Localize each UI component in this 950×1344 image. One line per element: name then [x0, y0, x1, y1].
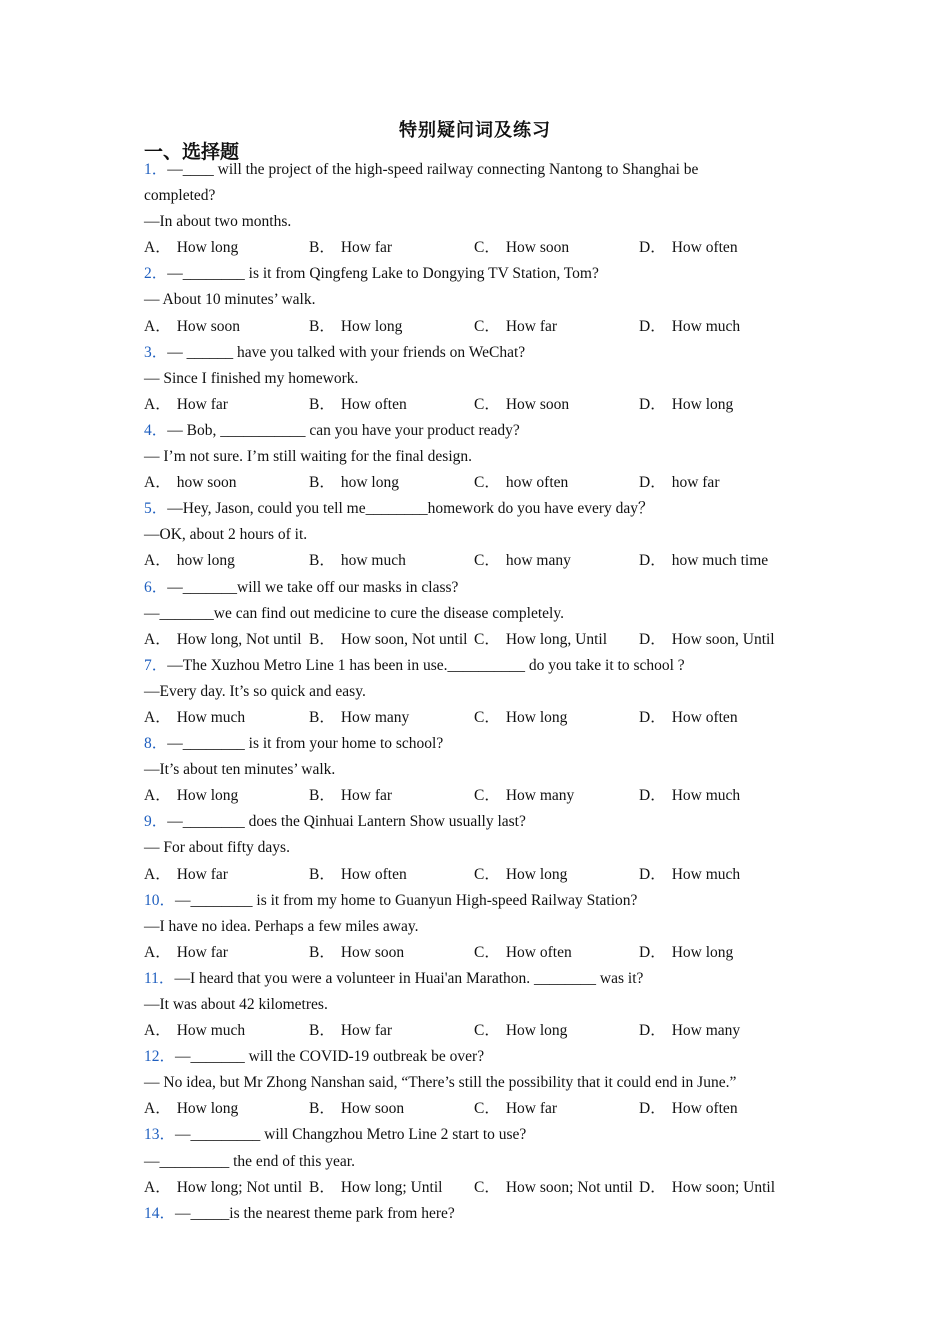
question-text: —____ will the project of the high-speed railway connecting Nantong to Shanghai be	[167, 161, 699, 178]
option-letter: D．	[639, 239, 666, 257]
question-text: —________ is it from Qingfeng Lake to Dongying TV Station, Tom?	[167, 265, 599, 283]
option-text: How long	[505, 708, 568, 726]
option-text: How much	[176, 1022, 246, 1040]
question-text: — Bob, ___________ can you have your product ready?	[167, 421, 520, 439]
answer-option[interactable]	[309, 940, 474, 966]
option-text: How soon	[505, 239, 570, 257]
question-stem	[144, 653, 804, 679]
answer-option[interactable]	[639, 1175, 804, 1201]
answer-option[interactable]	[639, 940, 804, 966]
option-letter: C．	[474, 708, 500, 726]
option-text: How many	[671, 1022, 741, 1040]
question-number: 5．	[144, 500, 168, 518]
option-letter: A．	[144, 1100, 171, 1118]
question-text: —It’s about ten minutes’ walk.	[144, 761, 336, 779]
question-text: — For about fifty days.	[144, 839, 290, 857]
question-number: 7．	[144, 656, 168, 674]
answer-options	[144, 940, 804, 966]
question-line	[144, 366, 804, 392]
option-letter: C．	[474, 1100, 500, 1118]
question-stem	[144, 575, 804, 601]
question-text: —_____is the nearest theme park from here?	[175, 1204, 455, 1222]
answer-option[interactable]	[309, 470, 474, 496]
answer-options	[144, 314, 804, 340]
option-letter: D．	[639, 1178, 666, 1196]
question-stem	[144, 731, 804, 757]
question-text: —_______we can find out medicine to cure the disease completely.	[144, 604, 564, 622]
option-letter: A．	[144, 317, 171, 335]
option-text: How much	[176, 708, 246, 726]
option-text: How often	[671, 1100, 738, 1118]
option-text: How soon; Until	[671, 1178, 776, 1196]
question-text: completed?	[144, 187, 216, 205]
option-letter: D．	[639, 708, 666, 726]
option-text: How long	[505, 1022, 568, 1040]
question-number: 12．	[144, 1048, 176, 1066]
option-letter: B．	[309, 865, 335, 883]
question-stem	[144, 418, 804, 444]
question-number: 2．	[144, 265, 168, 283]
option-text: How far	[505, 1100, 558, 1118]
answer-option[interactable]	[474, 627, 639, 653]
question-text: —Hey, Jason, could you tell me________homework do you have every day？	[167, 500, 654, 518]
question-number: 3．	[144, 343, 168, 361]
question-list	[144, 157, 804, 1227]
answer-options	[144, 1096, 804, 1122]
answer-option[interactable]	[639, 548, 804, 574]
answer-options	[144, 392, 804, 418]
option-text: How long, Not until	[176, 630, 302, 648]
option-text: How long	[671, 943, 734, 961]
option-text: How far	[340, 239, 393, 257]
question-text: —It was about 42 kilometres.	[144, 996, 328, 1013]
answer-option[interactable]	[144, 1175, 309, 1201]
option-letter: B．	[309, 1022, 335, 1040]
answer-option[interactable]	[144, 235, 309, 261]
option-letter: D．	[639, 1022, 666, 1040]
option-letter: A．	[144, 1178, 171, 1196]
question-text: —_________ will Changzhou Metro Line 2 start to use?	[175, 1126, 527, 1144]
question-stem	[144, 966, 804, 992]
answer-options	[144, 627, 804, 653]
option-text: How long	[340, 317, 403, 335]
answer-option[interactable]	[144, 783, 309, 809]
question-text: —I have no idea. Perhaps a few miles away.	[144, 917, 419, 935]
option-text: How often	[671, 239, 738, 257]
option-text: How soon	[340, 1100, 405, 1118]
question-text: —________ is it from your home to school?	[167, 735, 444, 753]
question-line	[144, 209, 804, 235]
question-line	[144, 992, 804, 1018]
question-text: —The Xuzhou Metro Line 1 has been in use.__________ do you take it to school ?	[167, 656, 685, 674]
option-text: How much	[671, 787, 741, 805]
option-text: How often	[671, 708, 738, 726]
option-text: How soon	[505, 395, 570, 413]
answer-option[interactable]	[309, 548, 474, 574]
question-text: — About 10 minutes’ walk.	[144, 291, 316, 309]
answer-option[interactable]	[144, 1018, 309, 1044]
option-letter: A．	[144, 552, 171, 570]
option-text: How often	[340, 865, 407, 883]
question-number: 13．	[144, 1126, 176, 1144]
question-number: 8．	[144, 735, 168, 753]
answer-option[interactable]	[474, 1096, 639, 1122]
answer-options	[144, 1018, 804, 1044]
option-text: how long	[340, 474, 399, 492]
question-stem	[144, 1201, 804, 1227]
option-letter: C．	[474, 865, 500, 883]
option-letter: B．	[309, 317, 335, 335]
question-text: — Since I finished my homework.	[144, 369, 359, 387]
option-text: How long	[176, 1100, 239, 1118]
answer-options	[144, 705, 804, 731]
option-letter: C．	[474, 317, 500, 335]
answer-option[interactable]	[309, 1175, 474, 1201]
option-letter: A．	[144, 787, 171, 805]
answer-options	[144, 862, 804, 888]
option-text: how long	[176, 552, 235, 570]
question-text: —I heard that you were a volunteer in Huai'an Marathon. ________ was it?	[174, 969, 644, 987]
question-text: —In about two months.	[144, 213, 292, 231]
answer-options	[144, 548, 804, 574]
option-letter: C．	[474, 943, 500, 961]
answer-option[interactable]	[639, 627, 804, 653]
option-letter: D．	[639, 474, 666, 492]
question-line	[144, 444, 804, 470]
option-letter: C．	[474, 552, 500, 570]
answer-option[interactable]	[639, 392, 804, 418]
answer-option[interactable]	[144, 862, 309, 888]
question-text: — No idea, but Mr Zhong Nanshan said, “There’s still the possibility that it could end in June.”	[144, 1074, 737, 1092]
question-text: —_______will we take off our masks in class?	[167, 578, 459, 596]
question-stem	[144, 340, 804, 366]
answer-option[interactable]	[309, 235, 474, 261]
question-stem	[144, 261, 804, 287]
option-text: How long	[505, 865, 568, 883]
option-text: How much	[671, 865, 741, 883]
answer-option[interactable]	[309, 862, 474, 888]
section-heading: 一、选择题	[144, 142, 240, 163]
answer-option[interactable]	[474, 705, 639, 731]
option-text: How far	[340, 1022, 393, 1040]
answer-option[interactable]	[309, 627, 474, 653]
option-letter: D．	[639, 395, 666, 413]
option-letter: C．	[474, 239, 500, 257]
question-line	[144, 757, 804, 783]
answer-option[interactable]	[144, 1096, 309, 1122]
option-letter: A．	[144, 1022, 171, 1040]
answer-option[interactable]	[639, 705, 804, 731]
page-title: 特别疑问词及练习	[399, 120, 551, 140]
question-stem	[144, 496, 804, 522]
answer-option[interactable]	[639, 1018, 804, 1044]
option-letter: B．	[309, 787, 335, 805]
answer-option[interactable]	[474, 392, 639, 418]
answer-option[interactable]	[144, 470, 309, 496]
answer-option[interactable]	[309, 314, 474, 340]
option-text: How long, Until	[505, 630, 608, 648]
option-letter: C．	[474, 395, 500, 413]
answer-option[interactable]	[474, 548, 639, 574]
question-number: 6．	[144, 578, 168, 596]
answer-option[interactable]	[639, 235, 804, 261]
option-letter: D．	[639, 630, 666, 648]
option-letter: C．	[474, 474, 500, 492]
option-text: How many	[505, 787, 575, 805]
answer-options	[144, 235, 804, 261]
question-number: 9．	[144, 813, 168, 831]
answer-option[interactable]	[144, 627, 309, 653]
option-text: How soon, Not until	[340, 630, 468, 648]
question-line	[144, 287, 804, 313]
option-text: How long; Until	[340, 1178, 443, 1196]
option-letter: B．	[309, 1100, 335, 1118]
option-letter: B．	[309, 943, 335, 961]
answer-option[interactable]	[639, 1096, 804, 1122]
option-letter: A．	[144, 865, 171, 883]
option-letter: D．	[639, 552, 666, 570]
option-text: How far	[505, 317, 558, 335]
question-line	[144, 679, 804, 705]
option-letter: D．	[639, 943, 666, 961]
option-letter: C．	[474, 1178, 500, 1196]
answer-option[interactable]	[474, 783, 639, 809]
answer-option[interactable]	[474, 1175, 639, 1201]
question-stem	[144, 157, 804, 183]
answer-option[interactable]	[474, 862, 639, 888]
option-letter: C．	[474, 787, 500, 805]
answer-option[interactable]	[309, 392, 474, 418]
question-line	[144, 522, 804, 548]
question-line	[144, 1149, 804, 1175]
question-text: —_______ will the COVID-19 outbreak be over?	[175, 1048, 485, 1066]
answer-option[interactable]	[144, 548, 309, 574]
question-line	[144, 183, 804, 209]
question-text: —_________ the end of this year.	[144, 1152, 355, 1170]
answer-option[interactable]	[639, 783, 804, 809]
option-text: How often	[340, 395, 407, 413]
answer-option[interactable]	[474, 235, 639, 261]
option-text: How soon, Until	[671, 630, 775, 648]
option-text: How soon; Not until	[505, 1178, 633, 1196]
option-text: How far	[340, 787, 393, 805]
option-letter: C．	[474, 630, 500, 648]
question-number: 14．	[144, 1204, 176, 1222]
question-line	[144, 914, 804, 940]
option-text: How long; Not until	[176, 1178, 302, 1196]
option-letter: B．	[309, 552, 335, 570]
question-line	[144, 601, 804, 627]
option-letter: C．	[474, 1022, 500, 1040]
option-text: How long	[176, 239, 239, 257]
question-number: 1．	[144, 161, 168, 178]
option-letter: B．	[309, 708, 335, 726]
option-text: How soon	[176, 317, 240, 335]
option-text: How far	[176, 943, 228, 961]
answer-option[interactable]	[639, 314, 804, 340]
option-letter: D．	[639, 865, 666, 883]
option-text: how far	[671, 474, 720, 492]
question-number: 11．	[144, 969, 175, 987]
answer-options	[144, 783, 804, 809]
option-letter: D．	[639, 1100, 666, 1118]
option-letter: B．	[309, 239, 335, 257]
option-text: How far	[176, 865, 228, 883]
option-text: how often	[505, 474, 569, 492]
answer-option[interactable]	[474, 470, 639, 496]
option-letter: A．	[144, 395, 171, 413]
option-text: How much	[671, 317, 741, 335]
option-letter: B．	[309, 630, 335, 648]
question-text: —Every day. It’s so quick and easy.	[144, 682, 366, 700]
option-letter: B．	[309, 474, 335, 492]
option-text: how much	[340, 552, 406, 570]
question-text: —________ is it from my home to Guanyun High-speed Railway Station?	[175, 891, 638, 909]
option-text: How long	[176, 787, 239, 805]
option-text: How long	[671, 395, 734, 413]
option-letter: A．	[144, 474, 171, 492]
answer-option[interactable]	[144, 940, 309, 966]
question-number: 10．	[144, 891, 176, 909]
option-letter: A．	[144, 708, 171, 726]
question-text: — I’m not sure. I’m still waiting for the final design.	[144, 448, 473, 466]
answer-option[interactable]	[309, 705, 474, 731]
question-stem	[144, 1044, 804, 1070]
question-stem	[144, 1122, 804, 1148]
answer-option[interactable]	[309, 1096, 474, 1122]
question-stem	[144, 888, 804, 914]
option-letter: B．	[309, 1178, 335, 1196]
answer-option[interactable]	[639, 862, 804, 888]
answer-options	[144, 1175, 804, 1201]
answer-options	[144, 470, 804, 496]
option-letter: A．	[144, 239, 171, 257]
option-text: How far	[176, 395, 228, 413]
option-text: How often	[505, 943, 572, 961]
question-text: —________ does the Qinhuai Lantern Show usually last?	[167, 813, 526, 831]
answer-option[interactable]	[144, 392, 309, 418]
answer-option[interactable]	[474, 940, 639, 966]
option-text: how many	[505, 552, 571, 570]
answer-option[interactable]	[639, 470, 804, 496]
answer-option[interactable]	[474, 1018, 639, 1044]
question-number: 4．	[144, 421, 168, 439]
question-text: — ______ have you talked with your friends on WeChat?	[167, 343, 526, 361]
answer-option[interactable]	[144, 314, 309, 340]
option-text: how much time	[671, 552, 769, 570]
answer-option[interactable]	[474, 314, 639, 340]
question-line	[144, 1070, 804, 1096]
option-letter: A．	[144, 943, 171, 961]
question-stem	[144, 809, 804, 835]
question-text: —OK, about 2 hours of it.	[144, 526, 308, 544]
answer-option[interactable]	[309, 783, 474, 809]
option-text: how soon	[176, 474, 237, 492]
option-letter: D．	[639, 787, 666, 805]
option-text: How many	[340, 708, 410, 726]
option-letter: B．	[309, 395, 335, 413]
option-letter: A．	[144, 630, 171, 648]
answer-option[interactable]	[144, 705, 309, 731]
question-line	[144, 835, 804, 861]
answer-option[interactable]	[309, 1018, 474, 1044]
option-text: How soon	[340, 943, 405, 961]
option-letter: D．	[639, 317, 666, 335]
